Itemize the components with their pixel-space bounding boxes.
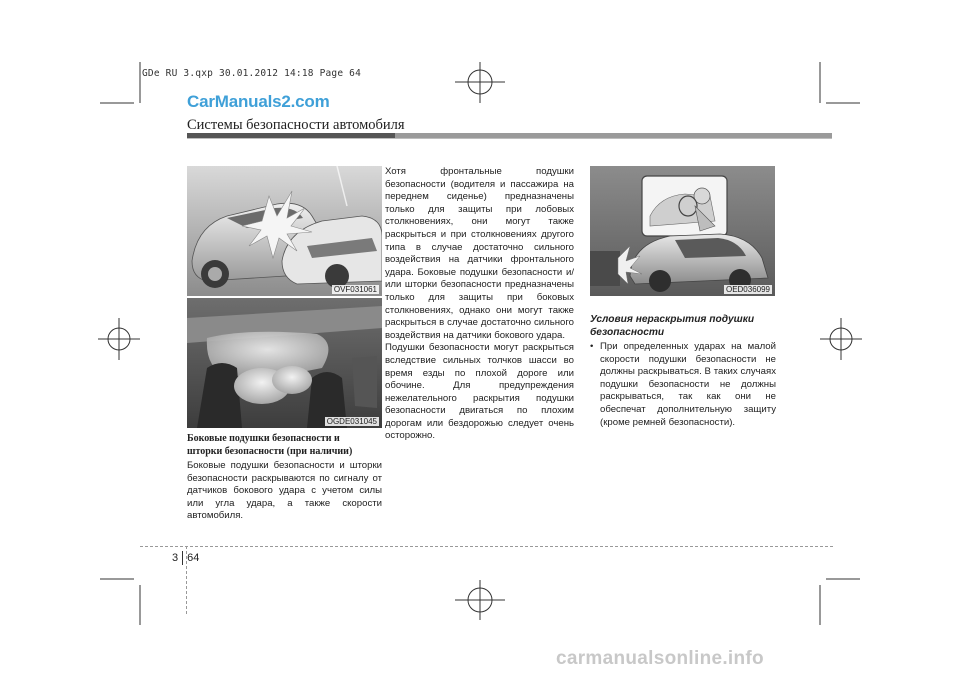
figure-side-collision xyxy=(187,166,382,296)
figure-curtain-airbags xyxy=(187,298,382,428)
side-collision-illustration xyxy=(187,166,382,296)
title-rule-thin xyxy=(187,138,832,139)
figure-low-speed-impact xyxy=(590,166,775,296)
page-number-value: 64 xyxy=(187,551,200,564)
column-1 xyxy=(187,432,382,523)
watermark-link-bottom[interactable]: carmanualsonline.info xyxy=(556,648,764,669)
low-speed-impact-illustration xyxy=(590,166,775,296)
bullet-text: При определенных ударах на малой скорости подушки безопасности не должны раскрываться. В таких случаях подушки безопасности не должны раскрываться, так как они не обеспечат дополнительную защиту (кроме ремней безопасности). xyxy=(600,341,776,428)
heading-line: Условия нераскрытия подушки xyxy=(590,314,755,325)
curtain-airbag-illustration xyxy=(187,298,382,428)
figure-code: OGDE031045 xyxy=(326,417,377,426)
heading-line: Боковые подушки безопасности и xyxy=(187,433,340,444)
bullet-item xyxy=(590,341,776,429)
column-2 xyxy=(385,166,574,443)
paragraph: Хотя фронтальные подушки безопасности (водителя и пассажира на переднем сиденье) предназначены только для защиты при лобовых столкновениях, они могут также раскрыться и при столкновениях другого типа в случае достаточно сильного воздействия на датчики фронтального удара. Боковые подушки безопасности и/или шторки безопасности предназначены только для защиты при боковых столкновениях, однако они могут также раскрыться в случае достаточно сильного воздействия на датчики бокового удара. xyxy=(385,166,574,341)
figure-code: OVF031061 xyxy=(333,285,377,294)
page-number xyxy=(172,551,199,565)
print-slug: GDe RU 3.qxp 30.01.2012 14:18 Page 64 xyxy=(142,68,362,79)
watermark-link-top[interactable]: CarManuals2.com xyxy=(187,92,330,111)
heading-line: шторки безопасности (при наличии) xyxy=(187,446,353,457)
footer-rule xyxy=(140,546,833,547)
heading-line: безопасности xyxy=(590,327,665,338)
section-title: Системы безопасности автомобиля xyxy=(187,117,405,133)
paragraph: Боковые подушки безопасности и шторки безопасности раскрываются по сигналу от датчиков бокового удара с учетом силы или угла удара, а также скорости автомобиля. xyxy=(187,460,382,522)
paragraph: Подушки безопасности могут раскрыться вследствие сильных толчков шасси во время езды по плохой дороге или обочине. Для предупреждения нежелательного раскрытия подушки безопасности двигаться по плохим дорогам или бездорожью следует очень осторожно. xyxy=(385,342,574,442)
page-number-separator xyxy=(182,551,183,565)
chapter-number: 3 xyxy=(172,551,179,564)
column-3 xyxy=(590,313,776,429)
section-heading xyxy=(590,313,776,339)
bullet-symbol: • xyxy=(590,341,594,352)
figure-code: OED036099 xyxy=(725,285,770,294)
section-heading xyxy=(187,432,382,458)
